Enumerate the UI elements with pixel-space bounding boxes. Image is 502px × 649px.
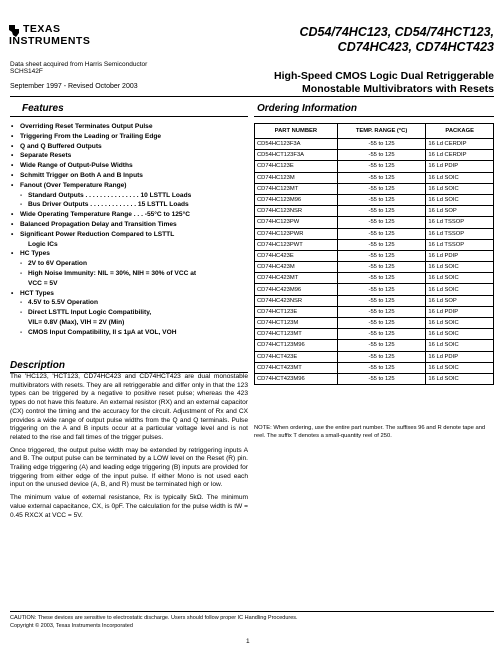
page-number: 1 <box>246 638 250 645</box>
temp-range-cell: -55 to 125 <box>337 362 426 373</box>
temp-range-cell: -55 to 125 <box>337 228 426 239</box>
temp-range-cell: -55 to 125 <box>337 206 426 217</box>
table-row <box>255 318 494 329</box>
table-row <box>255 161 494 172</box>
ordering-divider <box>254 116 494 117</box>
description-body <box>10 373 248 524</box>
temp-range-cell: -55 to 125 <box>337 183 426 194</box>
package-cell: 16 Ld SOIC <box>426 318 494 329</box>
part-number-cell: CD74HCT123E <box>255 306 338 317</box>
part-number-cell: CD74HCT423E <box>255 351 338 362</box>
description-paragraph: The 'HC123, 'HCT123, CD74HC423 and CD74HCT423 are dual monostable multivibrators with resets. They are all retriggerable and differ only in that the 123 types can be triggered by a negative to positive reset pulse; whereas the 423 types do not have this feature. An external resistor (RX) and an external capacitor (CX) control the timing and the accuracy for the circuit. Adjustment of Rx and CX provides a wide range of output pulse widths from the Q and Q terminals. Pulse triggering on the A and B inputs occur at a particular voltage level and is not related to the rise and fall times of the trigger pulses. <box>10 373 248 441</box>
temp-range-cell: -55 to 125 <box>337 306 426 317</box>
package-cell: 16 Ld TSSOP <box>426 228 494 239</box>
feature-item: • HCT Types <box>10 289 248 299</box>
feature-item: • Wide Operating Temperature Range . . . -55°C to 125°C <box>10 210 248 220</box>
package-cell: 16 Ld PDIP <box>426 250 494 261</box>
temp-range-cell: -55 to 125 <box>337 329 426 340</box>
ordering-table <box>254 123 494 385</box>
table-row <box>255 228 494 239</box>
subtitle-line2: Monostable Multivibrators with Resets <box>302 83 494 95</box>
part-number-cell: CD74HCT123MT <box>255 329 338 340</box>
package-cell: 16 Ld CERDIP <box>426 139 494 150</box>
footer <box>10 614 298 630</box>
temp-range-cell: -55 to 125 <box>337 194 426 205</box>
table-row <box>255 273 494 284</box>
part-number-cell: CD74HC123M96 <box>255 194 338 205</box>
feature-item: • Schmitt Trigger on Both A and B Inputs <box>10 171 248 181</box>
temp-range-cell: -55 to 125 <box>337 161 426 172</box>
temp-range-cell: -55 to 125 <box>337 373 426 384</box>
package-cell: 16 Ld PDIP <box>426 351 494 362</box>
feature-subitem: - Standard Outputs . . . . . . . . . . . . . . . 10 LSTTL Loads <box>10 191 248 201</box>
features-divider <box>10 116 248 117</box>
part-number-cell: CD74HC123PW <box>255 217 338 228</box>
column-header: TEMP. RANGE (°C) <box>337 124 426 139</box>
feature-item: • Balanced Propagation Delay and Transition Times <box>10 220 248 230</box>
temp-range-cell: -55 to 125 <box>337 172 426 183</box>
table-row <box>255 217 494 228</box>
package-cell: 16 Ld SOIC <box>426 273 494 284</box>
features-heading: Features <box>22 103 64 114</box>
package-cell: 16 Ld SOP <box>426 206 494 217</box>
part-number-cell: CD54HCT123F3A <box>255 150 338 161</box>
description-heading: Description <box>10 360 66 371</box>
table-row <box>255 329 494 340</box>
temp-range-cell: -55 to 125 <box>337 262 426 273</box>
ordering-note: NOTE: When ordering, use the entire part number. The suffixes 96 and R denote tape and reel. The suffix T denotes a small-quantity reel of 250. <box>254 425 486 439</box>
table-row <box>255 194 494 205</box>
doc-id: SCHS142F <box>10 68 43 75</box>
table-row <box>255 250 494 261</box>
temp-range-cell: -55 to 125 <box>337 150 426 161</box>
package-cell: 16 Ld SOIC <box>426 329 494 340</box>
description-paragraph: The minimum value of external resistance, Rx is typically 5kΩ. The minimum value external capacitance, CX, is 0pF. The calculation for the pulse width is tW = 0.45 RXCX at VCC = 5V. <box>10 494 248 519</box>
table-row <box>255 373 494 384</box>
package-cell: 16 Ld SOIC <box>426 362 494 373</box>
copyright-text: Copyright © 2003, Texas Instruments Incorporated <box>10 623 133 629</box>
feature-subitem: - CMOS Input Compatibility, Il ≤ 1µA at VOL, VOH <box>10 328 248 338</box>
table-row <box>255 139 494 150</box>
feature-item: • Triggering From the Leading or Trailing Edge <box>10 132 248 142</box>
part-number-cell: CD74HC423M <box>255 262 338 273</box>
description-paragraph: Once triggered, the output pulse width may be extended by retriggering inputs A and B. The output pulse can be terminated by a LOW level on the Reset (R) pin. Trailing edge triggering (A) and leading edge triggering (B) inputs are provided for triggering from either edge of the input pulse. If either Mono is not used each input on the unused device (A, B, and R) must be terminated high or low. <box>10 446 248 489</box>
temp-range-cell: -55 to 125 <box>337 318 426 329</box>
part-number-cell: CD74HC123PWR <box>255 228 338 239</box>
part-number-cell: CD74HC123MT <box>255 183 338 194</box>
part-number-cell: CD74HC423M96 <box>255 284 338 295</box>
table-row <box>255 295 494 306</box>
feature-item: • Separate Resets <box>10 151 248 161</box>
feature-subitem: - 2V to 6V Operation <box>10 259 248 269</box>
part-number-cell: CD74HCT123M <box>255 318 338 329</box>
footer-divider <box>10 611 494 612</box>
feature-item: • HC Types <box>10 249 248 259</box>
table-row <box>255 284 494 295</box>
table-header-row <box>255 124 494 139</box>
feature-continuation: VIL= 0.8V (Max), VIH = 2V (Min) <box>28 318 125 326</box>
header-divider <box>10 96 494 97</box>
part-number-cell: CD74HC423NSR <box>255 295 338 306</box>
column-header: PACKAGE <box>426 124 494 139</box>
feature-continuation: Logic ICs <box>28 240 58 248</box>
temp-range-cell: -55 to 125 <box>337 351 426 362</box>
part-number-cell: CD74HCT423M96 <box>255 373 338 384</box>
table-row <box>255 183 494 194</box>
table-row <box>255 306 494 317</box>
ti-logo <box>8 20 91 62</box>
part-number-cell: CD74HC123NSR <box>255 206 338 217</box>
logo-line2: INSTRUMENTS <box>9 35 91 47</box>
feature-item: • Q and Q Buffered Outputs <box>10 142 248 152</box>
package-cell: 16 Ld TSSOP <box>426 239 494 250</box>
doc-date: September 1997 - Revised October 2003 <box>10 83 138 90</box>
temp-range-cell: -55 to 125 <box>337 239 426 250</box>
feature-subitem: - Bus Driver Outputs . . . . . . . . . . . . . 15 LSTTL Loads <box>10 200 248 210</box>
package-cell: 16 Ld PDIP <box>426 306 494 317</box>
feature-subitem: - 4.5V to 5.5V Operation <box>10 298 248 308</box>
part-number-cell: CD74HC423MT <box>255 273 338 284</box>
feature-subitem: - High Noise Immunity: NIL = 30%, NIH = 30% of VCC at <box>10 269 248 279</box>
title-line1: CD54/74HC123, CD54/74HCT123, <box>299 25 494 39</box>
title-line2: CD74HC423, CD74HCT423 <box>337 40 494 54</box>
package-cell: 16 Ld SOIC <box>426 194 494 205</box>
part-number-cell: CD74HC123PWT <box>255 239 338 250</box>
temp-range-cell: -55 to 125 <box>337 273 426 284</box>
package-cell: 16 Ld SOIC <box>426 340 494 351</box>
package-cell: 16 Ld SOIC <box>426 262 494 273</box>
part-number-cell: CD74HC423E <box>255 250 338 261</box>
table-row <box>255 239 494 250</box>
part-number-cell: CD74HC123M <box>255 172 338 183</box>
table-row <box>255 206 494 217</box>
ordering-table-body <box>255 139 494 385</box>
table-row <box>255 351 494 362</box>
table-row <box>255 150 494 161</box>
part-number-cell: CD74HC123E <box>255 161 338 172</box>
temp-range-cell: -55 to 125 <box>337 250 426 261</box>
part-number-cell: CD74HCT123M96 <box>255 340 338 351</box>
package-cell: 16 Ld CERDIP <box>426 150 494 161</box>
package-cell: 16 Ld SOP <box>426 295 494 306</box>
temp-range-cell: -55 to 125 <box>337 217 426 228</box>
features-list <box>10 122 248 338</box>
temp-range-cell: -55 to 125 <box>337 340 426 351</box>
temp-range-cell: -55 to 125 <box>337 284 426 295</box>
package-cell: 16 Ld SOIC <box>426 172 494 183</box>
ordering-heading: Ordering Information <box>257 103 357 114</box>
column-header: PART NUMBER <box>255 124 338 139</box>
caution-text: CAUTION: These devices are sensitive to electrostatic discharge. Users should follow proper IC Handling Procedures. <box>10 615 298 621</box>
subtitle-line1: High-Speed CMOS Logic Dual Retriggerable <box>274 70 494 82</box>
table-row <box>255 362 494 373</box>
feature-item: • Fanout (Over Temperature Range) <box>10 181 248 191</box>
feature-item: • Overriding Reset Terminates Output Pulse <box>10 122 248 132</box>
package-cell: 16 Ld PDIP <box>426 161 494 172</box>
table-row <box>255 172 494 183</box>
page-subtitle <box>274 70 494 96</box>
feature-subitem: - Direct LSTTL Input Logic Compatibility, <box>10 308 248 318</box>
table-row <box>255 340 494 351</box>
temp-range-cell: -55 to 125 <box>337 139 426 150</box>
part-number-cell: CD74HCT423MT <box>255 362 338 373</box>
logo-line1: TEXAS <box>23 23 61 35</box>
page-title <box>299 25 494 55</box>
package-cell: 16 Ld SOIC <box>426 183 494 194</box>
package-cell: 16 Ld TSSOP <box>426 217 494 228</box>
feature-continuation: VCC = 5V <box>28 279 58 287</box>
package-cell: 16 Ld SOIC <box>426 284 494 295</box>
package-cell: 16 Ld SOIC <box>426 373 494 384</box>
table-row <box>255 262 494 273</box>
temp-range-cell: -55 to 125 <box>337 295 426 306</box>
acquired-note: Data sheet acquired from Harris Semiconductor <box>10 61 148 68</box>
feature-item: • Wide Range of Output-Pulse Widths <box>10 161 248 171</box>
feature-item: • Significant Power Reduction Compared to LSTTL <box>10 230 248 240</box>
part-number-cell: CD54HC123F3A <box>255 139 338 150</box>
